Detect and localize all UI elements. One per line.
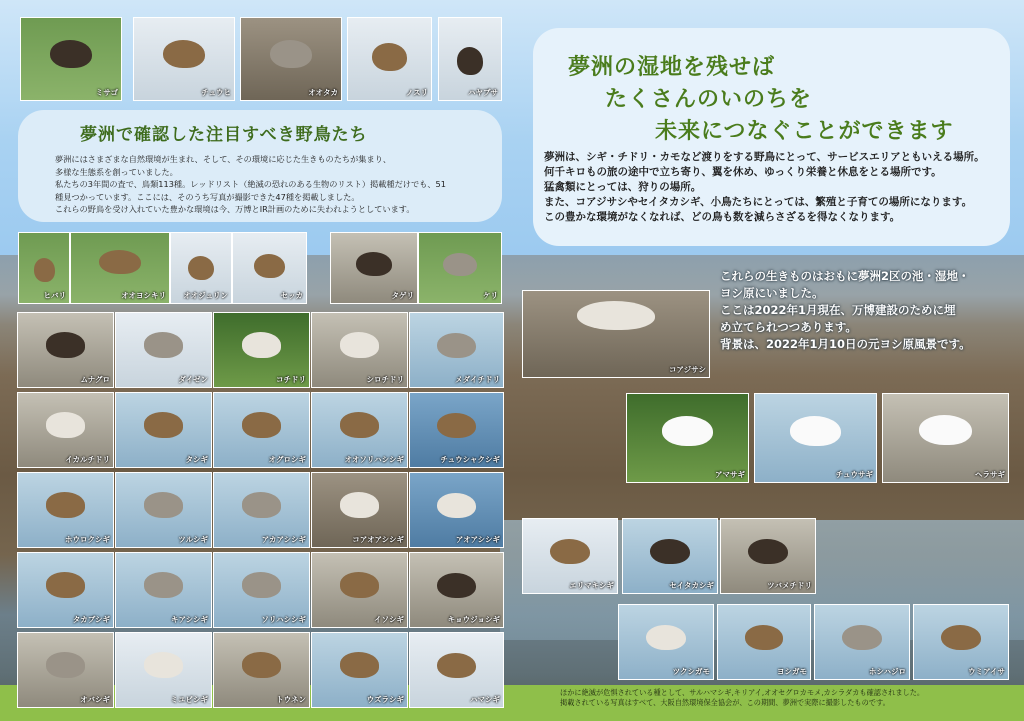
photo-tageri: タゲリ xyxy=(330,232,418,304)
photo-chuhi xyxy=(133,17,235,101)
photo-ikaruchidori: イカルチドリ xyxy=(17,392,114,468)
photo-ooyoshikiri: オオヨシキリ xyxy=(70,232,170,304)
photo-kochidori: コチドリ xyxy=(213,312,310,388)
photo-kyoujoshigi: キョウジョシギ xyxy=(409,552,504,628)
photo-munaguro: ムナグロ xyxy=(17,312,114,388)
slogan-line-3: 未来につなぐことができます xyxy=(655,119,954,144)
photo-tsukushigamo: ツクシガモ xyxy=(618,604,714,680)
photo-chuusagi: チュウサギ xyxy=(754,393,877,483)
photo-oojurin: オオジュリン xyxy=(170,232,232,304)
photo-ootaka xyxy=(240,17,342,101)
photo-hayabusa xyxy=(438,17,502,101)
photo-koaoashishigi: コアオアシシギ xyxy=(311,472,408,548)
photo-herasagi: ヘラサギ xyxy=(882,393,1009,483)
photo-seitakashigi: セイタカシギ xyxy=(622,518,718,594)
photo-obashigi: オバシギ xyxy=(17,632,114,708)
photo-nosuri xyxy=(347,17,432,101)
photo-medaichidori: メダイチドリ xyxy=(409,312,504,388)
photo-akaashishigi: アカアシシギ xyxy=(213,472,310,548)
photo-oguroshigi: オグロシギ xyxy=(213,392,310,468)
photo-oosorihashishigi: オオソリハシシギ xyxy=(311,392,408,468)
photo-sekka: セッカ xyxy=(232,232,307,304)
photo-uzurashigi: ウズラシギ xyxy=(311,632,408,708)
photo-label: ミサゴ xyxy=(95,88,118,97)
photo-tashigi: タシギ xyxy=(115,392,212,468)
footer-note: ほかに絶滅が危惧されている種として、サルハマシギ,キリアイ,オオセグロカモメ,カシラダカも確認されました。 掲載されている写真はすべて、大阪自然環境保全協会が、この期間、夢洲で実際に撮影したものです。 xyxy=(560,688,925,707)
photo-hourokushigi: ホウロクシギ xyxy=(17,472,114,548)
notice-text: これらの生きものはおもに夢洲2区の池・湿地・ ヨシ原にいました。 ここは2022年1月現在、万博建設のために埋 め立てられつつあります。 背景は、2022年1月10日の元ヨシ原風景です。 xyxy=(720,269,971,351)
photo-hoshihajiro: ホシハジロ xyxy=(814,604,910,680)
description-text: 夢洲は、シギ・チドリ・カモなど渡りをする野鳥にとって、サービスエリアともいえる場所。 何千キロもの旅の途中で立ち寄り、翼を休め、ゆっくり栄養と休息をとる場所です。 猛禽類にとっては、狩りの場所。 また、コアジサシやセイタカシギ、小鳥たちにとっては、繁殖と子育ての場所になります。 この豊かな環境がなくなれば、どの鳥も数を減らさざるを得なくなります。 xyxy=(544,151,985,223)
photo-label: チュウヒ xyxy=(201,88,231,97)
photo-hamashigi: ハマシギ xyxy=(409,632,504,708)
photo-kiashishigi: キアシシギ xyxy=(115,552,212,628)
photo-takabushigi: タカブシギ xyxy=(17,552,114,628)
slogan-line-1: 夢洲の湿地を残せば xyxy=(568,55,776,80)
photo-miyubishigi: ミユビシギ xyxy=(115,632,212,708)
slogan-line-2: たくさんのいのちを xyxy=(605,87,813,112)
photo-yoshigamo: ヨシガモ xyxy=(717,604,811,680)
section-heading: 夢洲で確認した注目すべき野鳥たち xyxy=(80,125,368,145)
photo-label: ハヤブサ xyxy=(468,88,498,97)
photo-keri: ケリ xyxy=(418,232,502,304)
photo-tsurushigi: ツルシギ xyxy=(115,472,212,548)
photo-label: オオタカ xyxy=(308,88,338,97)
photo-tounen: トウネン xyxy=(213,632,310,708)
photo-isoshigi: イソシギ xyxy=(311,552,408,628)
photo-shirochidori: シロチドリ xyxy=(311,312,408,388)
photo-hibari: ヒバリ xyxy=(18,232,70,304)
photo-tsubamechidori: ツバメチドリ xyxy=(720,518,816,594)
photo-koajisashi: コアジサシ xyxy=(522,290,710,378)
photo-misago xyxy=(20,17,122,101)
photo-amasagi: アマサギ xyxy=(626,393,749,483)
photo-daizen: ダイゼン xyxy=(115,312,212,388)
photo-erimakishigi: エリマキシギ xyxy=(522,518,618,594)
photo-chushakushigi: チュウシャクシギ xyxy=(409,392,504,468)
photo-umiaisa: ウミアイサ xyxy=(913,604,1009,680)
photo-sorihashishigi: ソリハシシギ xyxy=(213,552,310,628)
photo-aoashishigi: アオアシシギ xyxy=(409,472,504,548)
intro-text: 夢洲にはさまざまな自然環境が生まれ、そして、その環境に応じた生きものたちが集まり、 多様な生態系を創っていました。 私たちの3年間の査で、鳥類113種。レッドリスト（絶滅の恐れのある生物のリスト）掲載種だけでも、51 種見つかっています。ここには、そのうち写真が撮影できた47種を掲載しました。 これらの野鳥を受け入れていた豊かな環境は今、万博とIR計画のために失われようとしています。 xyxy=(55,154,446,214)
photo-label: ノスリ xyxy=(405,88,428,97)
